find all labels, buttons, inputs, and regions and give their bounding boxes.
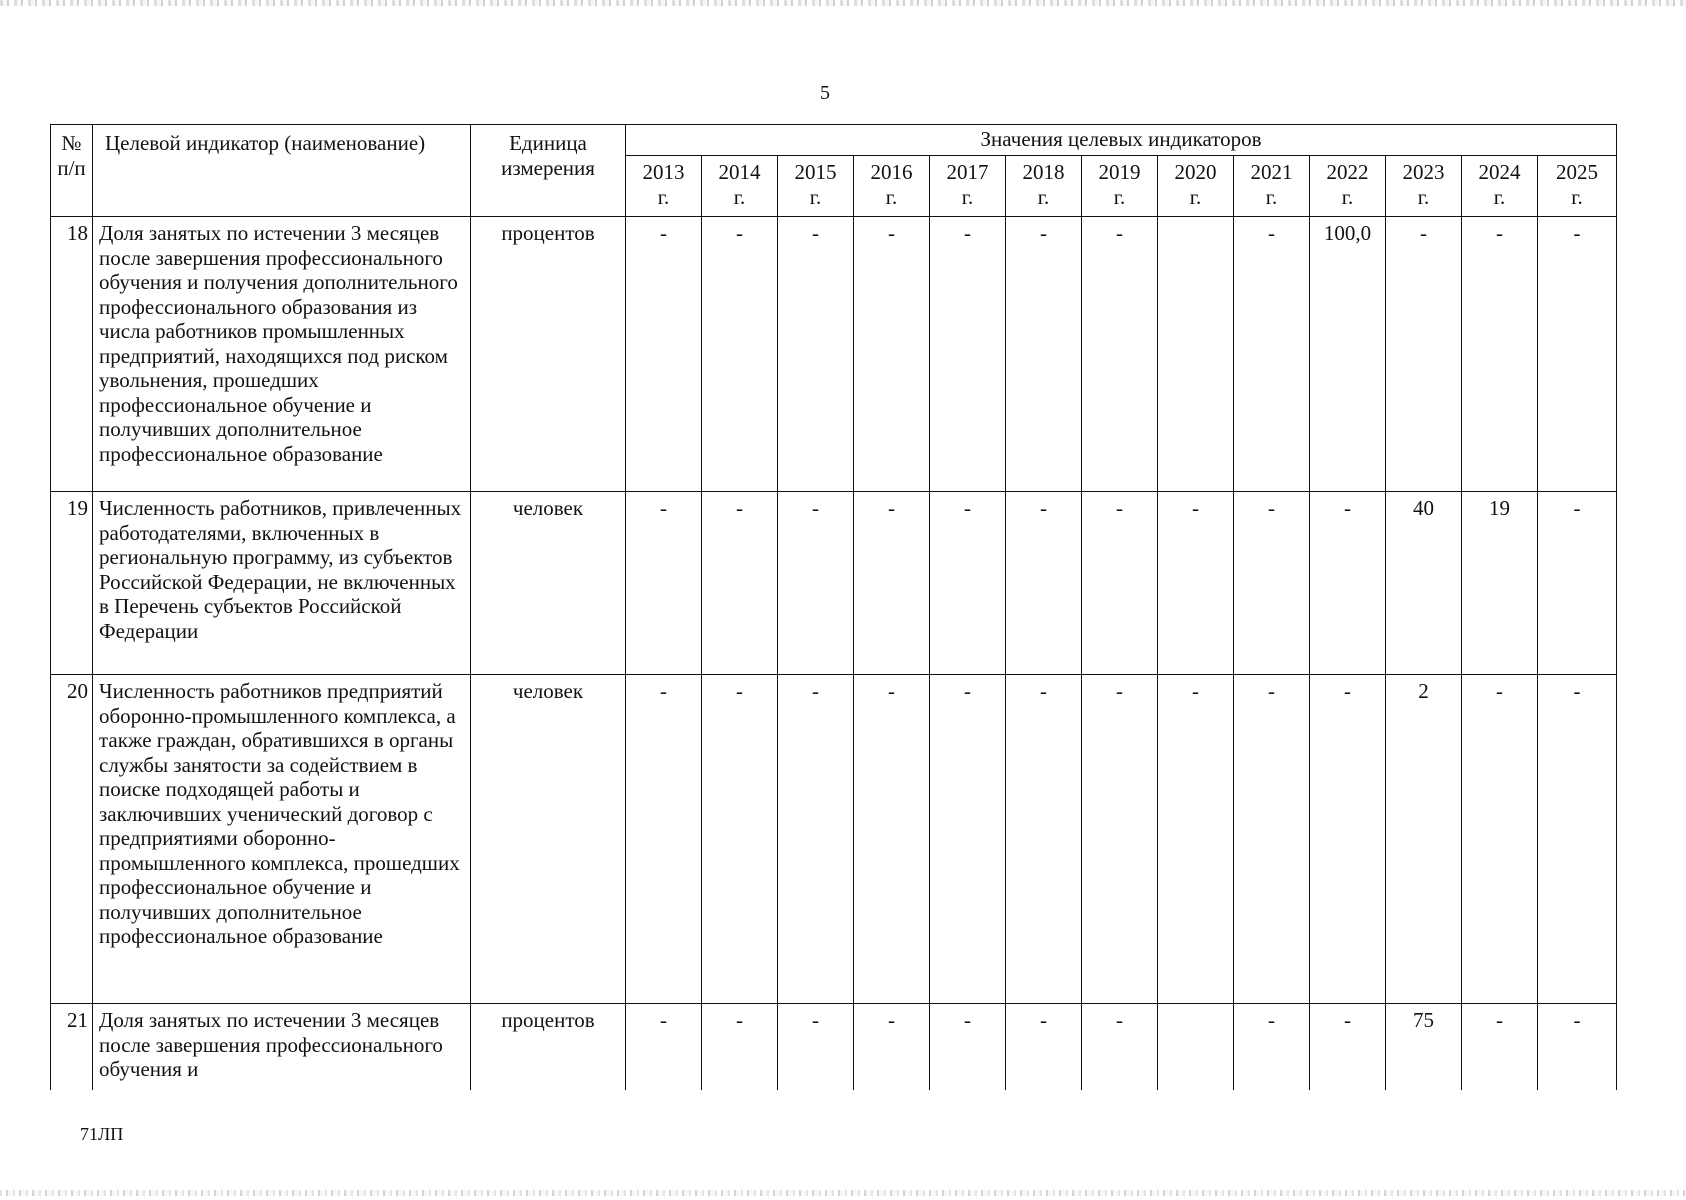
value-cell: -: [778, 217, 854, 492]
header-year: 2016 г.: [854, 156, 930, 217]
document-code: 71ЛП: [80, 1124, 124, 1144]
unit-cell: процентов: [471, 217, 626, 492]
header-unit: Единица измерения: [471, 125, 626, 217]
value-cell: -: [626, 492, 702, 675]
row-number: 20: [51, 675, 93, 1004]
header-year: 2017 г.: [930, 156, 1006, 217]
value-cell: -: [1310, 675, 1386, 1004]
page-number: 5: [820, 82, 830, 104]
value-cell: 100,0: [1310, 217, 1386, 492]
value-cell: -: [1158, 492, 1234, 675]
value-cell: -: [778, 492, 854, 675]
value-cell: -: [1386, 217, 1462, 492]
row-number: 18: [51, 217, 93, 492]
header-num: № п/п: [51, 125, 93, 217]
unit-cell: процентов: [471, 1004, 626, 1091]
value-cell: -: [778, 675, 854, 1004]
value-cell: -: [1006, 1004, 1082, 1091]
value-cell: -: [1462, 675, 1538, 1004]
row-number: 21: [51, 1004, 93, 1091]
value-cell: -: [1538, 492, 1617, 675]
value-cell: -: [702, 675, 778, 1004]
header-values-group: Значения целевых индикаторов: [626, 125, 1617, 156]
table-row: [51, 1004, 1617, 1091]
table-row: [51, 217, 1617, 492]
row-number: 19: [51, 492, 93, 675]
value-cell: -: [626, 1004, 702, 1091]
value-cell: -: [1082, 217, 1158, 492]
value-cell: -: [1006, 675, 1082, 1004]
value-cell: [1158, 217, 1234, 492]
value-cell: -: [854, 675, 930, 1004]
header-year: 2019 г.: [1082, 156, 1158, 217]
value-cell: -: [1234, 492, 1310, 675]
value-cell: -: [1006, 217, 1082, 492]
header-year: 2024 г.: [1462, 156, 1538, 217]
value-cell: 2: [1386, 675, 1462, 1004]
value-cell: [1158, 1004, 1234, 1091]
value-cell: -: [1310, 492, 1386, 675]
indicator-name: Численность работников, привлеченных работодателями, включенных в региональную программу, из субъектов Российской Федерации, не включенных в Перечень субъектов Российской Федерации: [93, 492, 471, 675]
table-row: [51, 675, 1617, 1004]
value-cell: -: [854, 217, 930, 492]
unit-cell: человек: [471, 675, 626, 1004]
scan-edge-bottom: [0, 1190, 1686, 1196]
value-cell: -: [1538, 675, 1617, 1004]
header-year: 2014 г.: [702, 156, 778, 217]
value-cell: 75: [1386, 1004, 1462, 1091]
indicator-name: Доля занятых по истечении 3 месяцев после завершения профессионального обучения и: [93, 1004, 471, 1091]
header-year: 2015 г.: [778, 156, 854, 217]
value-cell: -: [930, 1004, 1006, 1091]
value-cell: -: [1082, 492, 1158, 675]
value-cell: -: [930, 675, 1006, 1004]
value-cell: -: [1082, 675, 1158, 1004]
value-cell: -: [1234, 217, 1310, 492]
value-cell: -: [930, 217, 1006, 492]
header-year: 2022 г.: [1310, 156, 1386, 217]
unit-cell: человек: [471, 492, 626, 675]
value-cell: -: [1006, 492, 1082, 675]
value-cell: -: [626, 217, 702, 492]
value-cell: -: [702, 1004, 778, 1091]
value-cell: -: [702, 492, 778, 675]
value-cell: -: [1310, 1004, 1386, 1091]
header-year: 2013 г.: [626, 156, 702, 217]
header-year: 2025 г.: [1538, 156, 1617, 217]
value-cell: -: [626, 675, 702, 1004]
header-year: 2023 г.: [1386, 156, 1462, 217]
value-cell: -: [1538, 1004, 1617, 1091]
scan-edge-top: [0, 0, 1686, 6]
header-year: 2020 г.: [1158, 156, 1234, 217]
value-cell: -: [1462, 1004, 1538, 1091]
value-cell: -: [854, 492, 930, 675]
header-row-group: [51, 125, 1617, 156]
value-cell: -: [1234, 1004, 1310, 1091]
header-year: 2021 г.: [1234, 156, 1310, 217]
indicator-name: Численность работников предприятий оборонно-промышленного комплекса, а также граждан, обратившихся в органы службы занятости за содействием в поиске подходящей работы и заключивших ученический договор с предприятиями оборонно-промышленного комплекса, прошедших профессиональное обучение и получивших дополнительное профессиональное образование: [93, 675, 471, 1004]
header-name: Целевой индикатор (наименование): [93, 125, 471, 217]
target-indicators-table: [50, 124, 1617, 1090]
value-cell: 40: [1386, 492, 1462, 675]
value-cell: 19: [1462, 492, 1538, 675]
value-cell: -: [702, 217, 778, 492]
value-cell: -: [1462, 217, 1538, 492]
value-cell: -: [930, 492, 1006, 675]
value-cell: -: [1082, 1004, 1158, 1091]
value-cell: -: [1158, 675, 1234, 1004]
value-cell: -: [778, 1004, 854, 1091]
value-cell: -: [1234, 675, 1310, 1004]
table-row: [51, 492, 1617, 675]
header-year: 2018 г.: [1006, 156, 1082, 217]
value-cell: -: [1538, 217, 1617, 492]
indicator-name: Доля занятых по истечении 3 месяцев после завершения профессионального обучения и получения дополнительного профессионального образования из числа работников промышленных предприятий, находящихся под риском увольнения, прошедших профессиональное обучение и получивших дополнительное профессиональное образование: [93, 217, 471, 492]
value-cell: -: [854, 1004, 930, 1091]
